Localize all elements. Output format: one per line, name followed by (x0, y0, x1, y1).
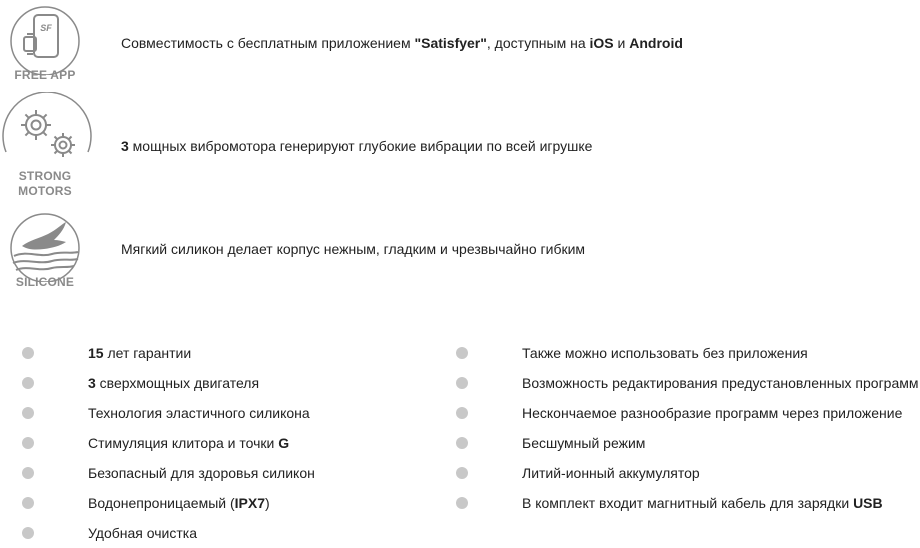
text-segment: Бесшумный режим (522, 435, 646, 451)
text-segment: Также можно использовать без приложения (522, 345, 808, 361)
text-segment: мощных вибромотора генерируют глубокие вибрации по всей игрушке (128, 138, 593, 154)
text-segment: Android (629, 35, 683, 51)
bullet-item (456, 368, 920, 398)
text-segment: ) (265, 495, 270, 511)
bullet-dot-icon (22, 467, 34, 479)
feature-free-app-text (121, 35, 683, 51)
bullet-dot-icon (22, 347, 34, 359)
strong-motors-label (0, 169, 90, 199)
gears-icon (0, 92, 110, 198)
bullet-text (88, 465, 315, 481)
text-segment: 15 (88, 345, 104, 361)
bullet-column-left (22, 338, 442, 548)
text-segment: Нескончаемое разнообразие программ через приложение (522, 405, 903, 421)
app-logo-text: SF (40, 23, 52, 33)
bullet-item (22, 488, 442, 518)
text-segment: Водонепроницаемый ( (88, 495, 235, 511)
text-segment: сверхмощных двигателя (95, 375, 260, 391)
bullet-dot-icon (22, 377, 34, 389)
bullet-item (456, 458, 920, 488)
bullet-text (88, 345, 191, 361)
text-segment: USB (853, 495, 883, 511)
text-segment: G (278, 435, 290, 451)
bullet-text (522, 435, 645, 451)
bullet-text (88, 435, 289, 451)
text-segment: лет гарантии (103, 345, 192, 361)
bullet-dot-icon (456, 437, 468, 449)
text-segment: Возможность редактирования предустановленных программ (522, 375, 919, 391)
text-segment: IPX7 (234, 495, 266, 511)
bullet-text (522, 405, 902, 421)
phone-app-icon (0, 5, 110, 82)
bullet-text (522, 345, 808, 361)
bullet-item (456, 338, 920, 368)
feature-silicone-text (121, 241, 585, 257)
bullet-dot-icon (456, 497, 468, 509)
text-segment: , доступным на (486, 35, 590, 51)
bullet-item (456, 488, 920, 518)
free-app-label: FREE APP (14, 68, 76, 82)
text-segment: Технология эластичного силикона (88, 405, 310, 421)
bullet-item (22, 398, 442, 428)
text-segment: 3 (121, 138, 129, 154)
bullet-text (522, 375, 919, 391)
bullet-item (22, 458, 442, 488)
bullet-text (88, 375, 259, 391)
bullet-dot-icon (22, 437, 34, 449)
bullet-dot-icon (22, 527, 34, 539)
silicone-hand-icon (0, 210, 110, 289)
feature-strong-motors-text (121, 138, 592, 154)
bullet-text (522, 495, 883, 511)
text-segment: Литий-ионный аккумулятор (522, 465, 700, 481)
text-segment: Совместимость с бесплатным приложением (121, 35, 415, 51)
bullet-item (22, 368, 442, 398)
bullet-text (88, 405, 310, 421)
bullet-text (522, 465, 700, 481)
bullet-dot-icon (22, 497, 34, 509)
motors-label: MOTORS (18, 184, 72, 198)
text-segment: Стимуляция клитора и точки (88, 435, 279, 451)
bullet-item (22, 428, 442, 458)
text-segment: Удобная очистка (88, 525, 197, 541)
text-segment: Мягкий силикон делает корпус нежным, гладким и чрезвычайно гибким (121, 241, 586, 257)
text-segment: 3 (88, 375, 96, 391)
bullet-column-right (456, 338, 920, 518)
bullet-dot-icon (456, 377, 468, 389)
bullet-text (88, 525, 197, 541)
silicone-label: SILICONE (15, 275, 75, 289)
bullet-item (456, 428, 920, 458)
strong-label: STRONG (18, 169, 72, 183)
bullet-dot-icon (456, 467, 468, 479)
text-segment: "Satisfyer" (414, 35, 487, 51)
text-segment: Безопасный для здоровья силикон (88, 465, 315, 481)
text-segment: В комплект входит магнитный кабель для зарядки (522, 495, 854, 511)
bullet-dot-icon (22, 407, 34, 419)
bullet-item (22, 338, 442, 368)
bullet-text (88, 495, 270, 511)
bullet-dot-icon (456, 347, 468, 359)
text-segment: iOS (589, 35, 614, 51)
bullet-dot-icon (456, 407, 468, 419)
bullet-item (456, 398, 920, 428)
text-segment: и (613, 35, 630, 51)
